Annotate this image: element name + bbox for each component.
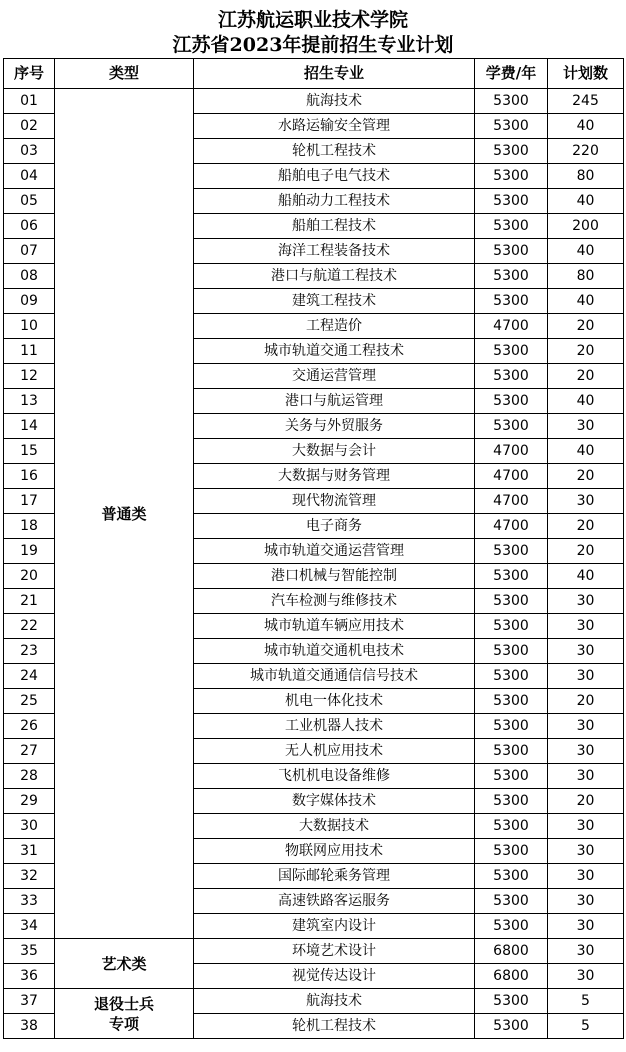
row-index: 35 [4, 939, 55, 964]
plan-count: 40 [548, 389, 624, 414]
major-name: 关务与外贸服务 [194, 414, 475, 439]
major-name: 城市轨道交通运营管理 [194, 539, 475, 564]
major-name: 城市轨道交通工程技术 [194, 339, 475, 364]
table-body [4, 89, 624, 1039]
plan-count: 200 [548, 214, 624, 239]
major-name: 建筑工程技术 [194, 289, 475, 314]
document-title: 江苏航运职业技术学院 [217, 9, 408, 31]
tuition-value: 5300 [475, 339, 548, 364]
plan-count: 20 [548, 314, 624, 339]
plan-count: 30 [548, 914, 624, 939]
plan-count: 80 [548, 164, 624, 189]
row-index: 34 [4, 914, 55, 939]
row-index: 17 [4, 489, 55, 514]
tuition-value: 5300 [475, 714, 548, 739]
tuition-value: 4700 [475, 464, 548, 489]
plan-count: 20 [548, 464, 624, 489]
plan-count: 20 [548, 514, 624, 539]
row-index: 31 [4, 839, 55, 864]
major-name: 海洋工程装备技术 [194, 239, 475, 264]
tuition-value: 5300 [475, 239, 548, 264]
plan-count: 20 [548, 789, 624, 814]
plan-count: 40 [548, 239, 624, 264]
tuition-value: 5300 [475, 214, 548, 239]
plan-count: 30 [548, 639, 624, 664]
row-index: 15 [4, 439, 55, 464]
row-index: 33 [4, 889, 55, 914]
row-index: 11 [4, 339, 55, 364]
category-cell: 退役士兵专项 [55, 989, 194, 1039]
major-name: 水路运输安全管理 [194, 114, 475, 139]
major-name: 现代物流管理 [194, 489, 475, 514]
tuition-value: 5300 [475, 914, 548, 939]
row-index: 36 [4, 964, 55, 989]
major-name: 大数据与财务管理 [194, 464, 475, 489]
tuition-value: 5300 [475, 789, 548, 814]
row-index: 32 [4, 864, 55, 889]
major-name: 城市轨道交通通信信号技术 [194, 664, 475, 689]
row-index: 28 [4, 764, 55, 789]
major-name: 船舶工程技术 [194, 214, 475, 239]
header-index: 序号 [4, 59, 55, 89]
major-name: 飞机机电设备维修 [194, 764, 475, 789]
major-name: 数字媒体技术 [194, 789, 475, 814]
tuition-value: 5300 [475, 614, 548, 639]
row-index: 23 [4, 639, 55, 664]
tuition-value: 6800 [475, 964, 548, 989]
major-name: 大数据与会计 [194, 439, 475, 464]
plan-count: 245 [548, 89, 624, 114]
tuition-value: 5300 [475, 889, 548, 914]
major-name: 无人机应用技术 [194, 739, 475, 764]
row-index: 09 [4, 289, 55, 314]
header-plan-count: 计划数 [548, 59, 624, 89]
table-row [4, 939, 624, 964]
major-name: 航海技术 [194, 989, 475, 1014]
plan-count: 30 [548, 864, 624, 889]
row-index: 14 [4, 414, 55, 439]
plan-count: 20 [548, 689, 624, 714]
row-index: 06 [4, 214, 55, 239]
major-name: 船舶动力工程技术 [194, 189, 475, 214]
row-index: 27 [4, 739, 55, 764]
row-index: 38 [4, 1014, 55, 1039]
row-index: 08 [4, 264, 55, 289]
major-name: 轮机工程技术 [194, 139, 475, 164]
major-name: 汽车检测与维修技术 [194, 589, 475, 614]
major-name: 工业机器人技术 [194, 714, 475, 739]
major-name: 高速铁路客运服务 [194, 889, 475, 914]
tuition-value: 5300 [475, 289, 548, 314]
header-category: 类型 [55, 59, 194, 89]
row-index: 02 [4, 114, 55, 139]
row-index: 25 [4, 689, 55, 714]
major-name: 国际邮轮乘务管理 [194, 864, 475, 889]
plan-count: 30 [548, 889, 624, 914]
tuition-value: 4700 [475, 439, 548, 464]
tuition-value: 5300 [475, 689, 548, 714]
category-cell: 艺术类 [55, 939, 194, 989]
plan-count: 40 [548, 439, 624, 464]
tuition-value: 5300 [475, 564, 548, 589]
row-index: 37 [4, 989, 55, 1014]
tuition-value: 5300 [475, 664, 548, 689]
tuition-value: 4700 [475, 489, 548, 514]
major-name: 环境艺术设计 [194, 939, 475, 964]
plan-count: 220 [548, 139, 624, 164]
major-name: 机电一体化技术 [194, 689, 475, 714]
plan-count: 20 [548, 364, 624, 389]
tuition-value: 6800 [475, 939, 548, 964]
major-name: 物联网应用技术 [194, 839, 475, 864]
plan-count: 20 [548, 539, 624, 564]
row-index: 01 [4, 89, 55, 114]
tuition-value: 4700 [475, 314, 548, 339]
row-index: 29 [4, 789, 55, 814]
plan-count: 30 [548, 814, 624, 839]
row-index: 26 [4, 714, 55, 739]
table-row [4, 989, 624, 1014]
major-name: 船舶电子电气技术 [194, 164, 475, 189]
tuition-value: 5300 [475, 739, 548, 764]
table-header-row [4, 59, 624, 89]
row-index: 18 [4, 514, 55, 539]
row-index: 05 [4, 189, 55, 214]
plan-count: 40 [548, 564, 624, 589]
major-name: 视觉传达设计 [194, 964, 475, 989]
tuition-value: 5300 [475, 814, 548, 839]
tuition-value: 5300 [475, 1014, 548, 1039]
tuition-value: 5300 [475, 189, 548, 214]
tuition-value: 5300 [475, 364, 548, 389]
tuition-value: 5300 [475, 864, 548, 889]
header-major: 招生专业 [194, 59, 475, 89]
plan-count: 30 [548, 739, 624, 764]
plan-count: 30 [548, 714, 624, 739]
plan-count: 40 [548, 114, 624, 139]
plan-count: 30 [548, 664, 624, 689]
header-tuition: 学费/年 [475, 59, 548, 89]
major-name: 轮机工程技术 [194, 1014, 475, 1039]
row-index: 12 [4, 364, 55, 389]
tuition-value: 5300 [475, 389, 548, 414]
tuition-value: 5300 [475, 414, 548, 439]
document-subtitle: 江苏省2023年提前招生专业计划 [172, 34, 454, 56]
row-index: 24 [4, 664, 55, 689]
tuition-value: 5300 [475, 89, 548, 114]
row-index: 13 [4, 389, 55, 414]
major-name: 城市轨道交通机电技术 [194, 639, 475, 664]
tuition-value: 5300 [475, 264, 548, 289]
major-name: 大数据技术 [194, 814, 475, 839]
tuition-value: 5300 [475, 839, 548, 864]
tuition-value: 4700 [475, 514, 548, 539]
plan-count: 30 [548, 839, 624, 864]
admission-plan-table [3, 58, 624, 1039]
major-name: 港口与航运管理 [194, 389, 475, 414]
major-name: 建筑室内设计 [194, 914, 475, 939]
plan-count: 80 [548, 264, 624, 289]
tuition-value: 5300 [475, 164, 548, 189]
plan-count: 30 [548, 489, 624, 514]
plan-count: 30 [548, 939, 624, 964]
plan-count: 30 [548, 764, 624, 789]
plan-count: 30 [548, 614, 624, 639]
major-name: 航海技术 [194, 89, 475, 114]
table-row [4, 89, 624, 114]
row-index: 16 [4, 464, 55, 489]
major-name: 工程造价 [194, 314, 475, 339]
major-name: 交通运营管理 [194, 364, 475, 389]
tuition-value: 5300 [475, 639, 548, 664]
major-name: 电子商务 [194, 514, 475, 539]
tuition-value: 5300 [475, 139, 548, 164]
category-cell: 普通类 [55, 89, 194, 939]
tuition-value: 5300 [475, 589, 548, 614]
row-index: 21 [4, 589, 55, 614]
plan-count: 30 [548, 964, 624, 989]
row-index: 20 [4, 564, 55, 589]
tuition-value: 5300 [475, 539, 548, 564]
row-index: 22 [4, 614, 55, 639]
row-index: 04 [4, 164, 55, 189]
row-index: 30 [4, 814, 55, 839]
major-name: 港口机械与智能控制 [194, 564, 475, 589]
tuition-value: 5300 [475, 764, 548, 789]
tuition-value: 5300 [475, 989, 548, 1014]
plan-count: 40 [548, 289, 624, 314]
tuition-value: 5300 [475, 114, 548, 139]
plan-count: 5 [548, 989, 624, 1014]
major-name: 港口与航道工程技术 [194, 264, 475, 289]
plan-count: 20 [548, 339, 624, 364]
row-index: 19 [4, 539, 55, 564]
row-index: 10 [4, 314, 55, 339]
row-index: 03 [4, 139, 55, 164]
row-index: 07 [4, 239, 55, 264]
plan-count: 5 [548, 1014, 624, 1039]
plan-count: 30 [548, 414, 624, 439]
plan-count: 30 [548, 589, 624, 614]
plan-count: 40 [548, 189, 624, 214]
major-name: 城市轨道车辆应用技术 [194, 614, 475, 639]
